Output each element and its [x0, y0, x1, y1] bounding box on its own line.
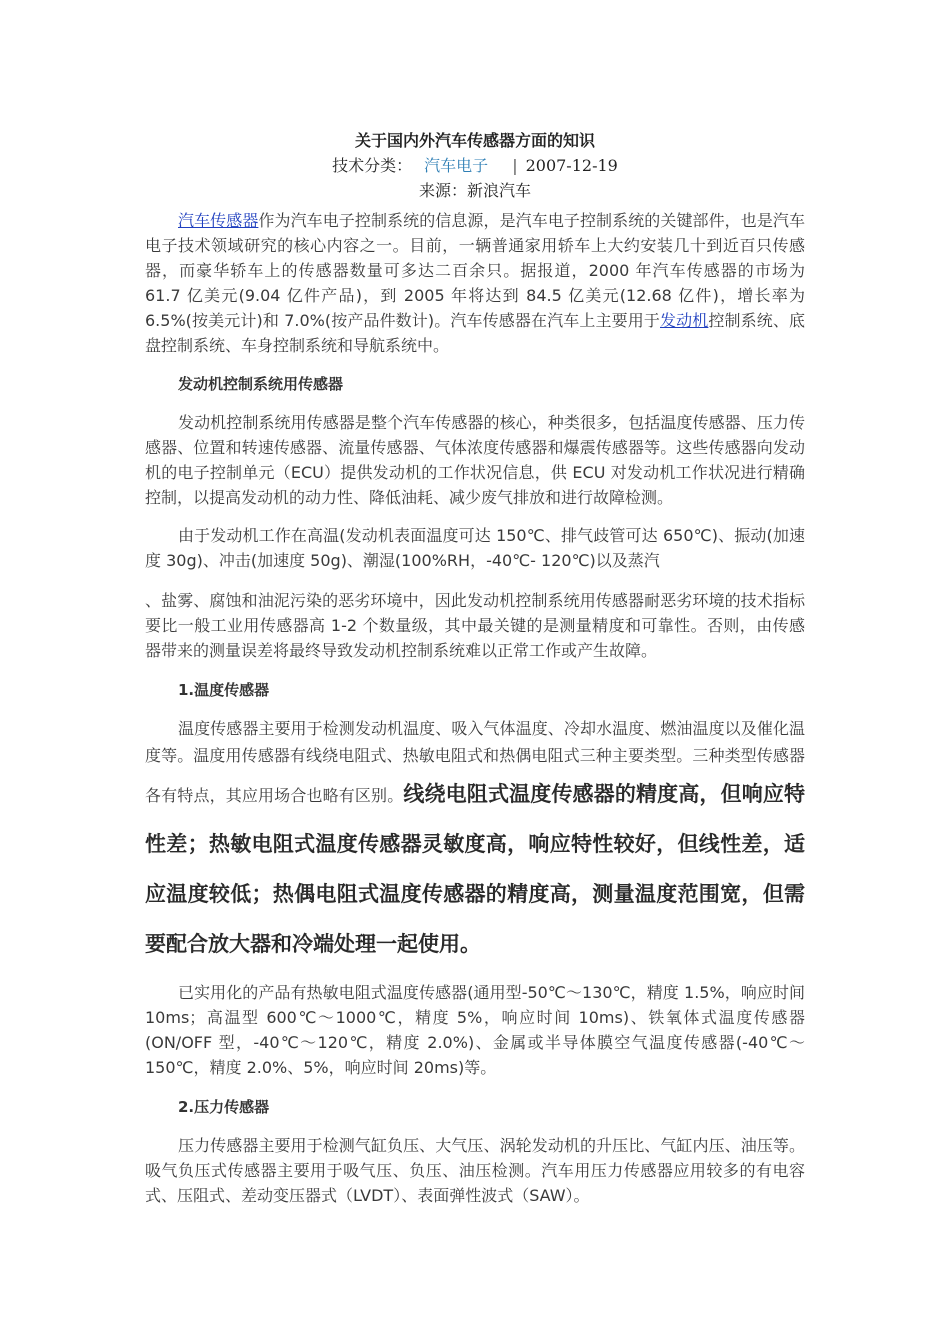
engine-paragraph-3: 、盐雾、腐蚀和油泥污染的恶劣环境中，因此发动机控制系统用传感器耐恶劣环境的技术指标要比一般工业用传感器高 1-2 个数量级，其中最关键的是测量精度和可靠性。否则，由传感器带来的测量误差将最终导致发动机控制系统难以正常工作或产生故障。	[145, 591, 805, 660]
category-label: 技术分类：	[332, 156, 413, 175]
temperature-paragraph	[145, 715, 805, 969]
intro-text-2: 控制系统、底盘控制系统、车身控制系统和导航系统中。	[145, 311, 805, 355]
section-heading-temperature: 1.温度传感器	[178, 681, 270, 699]
link-auto-sensor[interactable]: 汽车传感器	[178, 211, 259, 230]
article-title: 关于国内外汽车传感器方面的知识	[354, 131, 595, 150]
temperature-text: 温度传感器主要用于检测发动机温度、吸入气体温度、冷却水温度、燃油温度以及催化温度等。温度用传感器有线绕电阻式、热敏电阻式和热偶电阻式三种主要类型。三种类型传感器各有特点，其应用场合也略有区别。	[145, 719, 805, 805]
category-link[interactable]: 汽车电子	[424, 156, 489, 175]
pressure-paragraph: 压力传感器主要用于检测气缸负压、大气压、涡轮发动机的升压比、气缸内压、油压等。吸气负压式传感器主要用于吸气压、负压、油压检测。汽车用压力传感器应用较多的有电容式、压阻式、差动变压器式（LVDT）、表面弹性波式（SAW）。	[145, 1136, 805, 1205]
section-heading-pressure: 2.压力传感器	[178, 1098, 270, 1116]
meta-separator: |	[512, 156, 518, 175]
temperature-bold-text: 线绕电阻式温度传感器的精度高，但响应特性差；热敏电阻式温度传感器灵敏度高，响应特性较好，但线性差，适应温度较低；热偶电阻式温度传感器的精度高，测量温度范围宽，但需要配合放大器和冷端处理一起使用。	[145, 782, 805, 956]
intro-text-1: 作为汽车电子控制系统的信息源，是汽车电子控制系统的关键部件，也是汽车电子技术领域研究的核心内容之一。目前，一辆普通家用轿车上大约安装几十到近百只传感器，而豪华轿车上的传感器数量可多达二百余只。据报道，2000 年汽车传感器的市场为 61.7 亿美元(9.04 亿件产品)，到 2005 年将达到 84.5 亿美元(12.68 亿件)，增长率为 6.5%(按美元计)和 7.0%(按产品件数计)。汽车传感器在汽车上主要用于	[145, 211, 805, 330]
article-date: 2007-12-19	[525, 156, 618, 175]
article-source: 来源：新浪汽车	[418, 181, 531, 200]
section-heading-engine: 发动机控制系统用传感器	[178, 375, 344, 393]
link-engine[interactable]: 发动机	[660, 311, 709, 330]
engine-paragraph-2: 由于发动机工作在高温(发动机表面温度可达 150℃、排气歧管可达 650℃)、振动(加速度 30g)、冲击(加速度 50g)、潮湿(100%RH，-40℃- 120℃)以及蒸汽	[145, 526, 805, 570]
temperature-products-paragraph: 已实用化的产品有热敏电阻式温度传感器(通用型-50℃～130℃，精度 1.5%，响应时间 10ms；高温型 600℃～1000℃，精度 5%，响应时间 10ms)、铁氧体式温度传感器(ON/OFF 型，-40℃～120℃，精度 2.0%)、金属或半导体膜空气温度传感器(-40℃～150℃，精度 2.0%、5%，响应时间 20ms)等。	[145, 983, 805, 1077]
engine-paragraph-1: 发动机控制系统用传感器是整个汽车传感器的核心，种类很多，包括温度传感器、压力传感器、位置和转速传感器、流量传感器、气体浓度传感器和爆震传感器等。这些传感器向发动机的电子控制单元（ECU）提供发动机的工作状况信息，供 ECU 对发动机工作状况进行精确控制，以提高发动机的动力性、降低油耗、减少废气排放和进行故障检测。	[145, 413, 805, 507]
article-meta	[0, 153, 950, 176]
intro-paragraph	[145, 208, 805, 358]
